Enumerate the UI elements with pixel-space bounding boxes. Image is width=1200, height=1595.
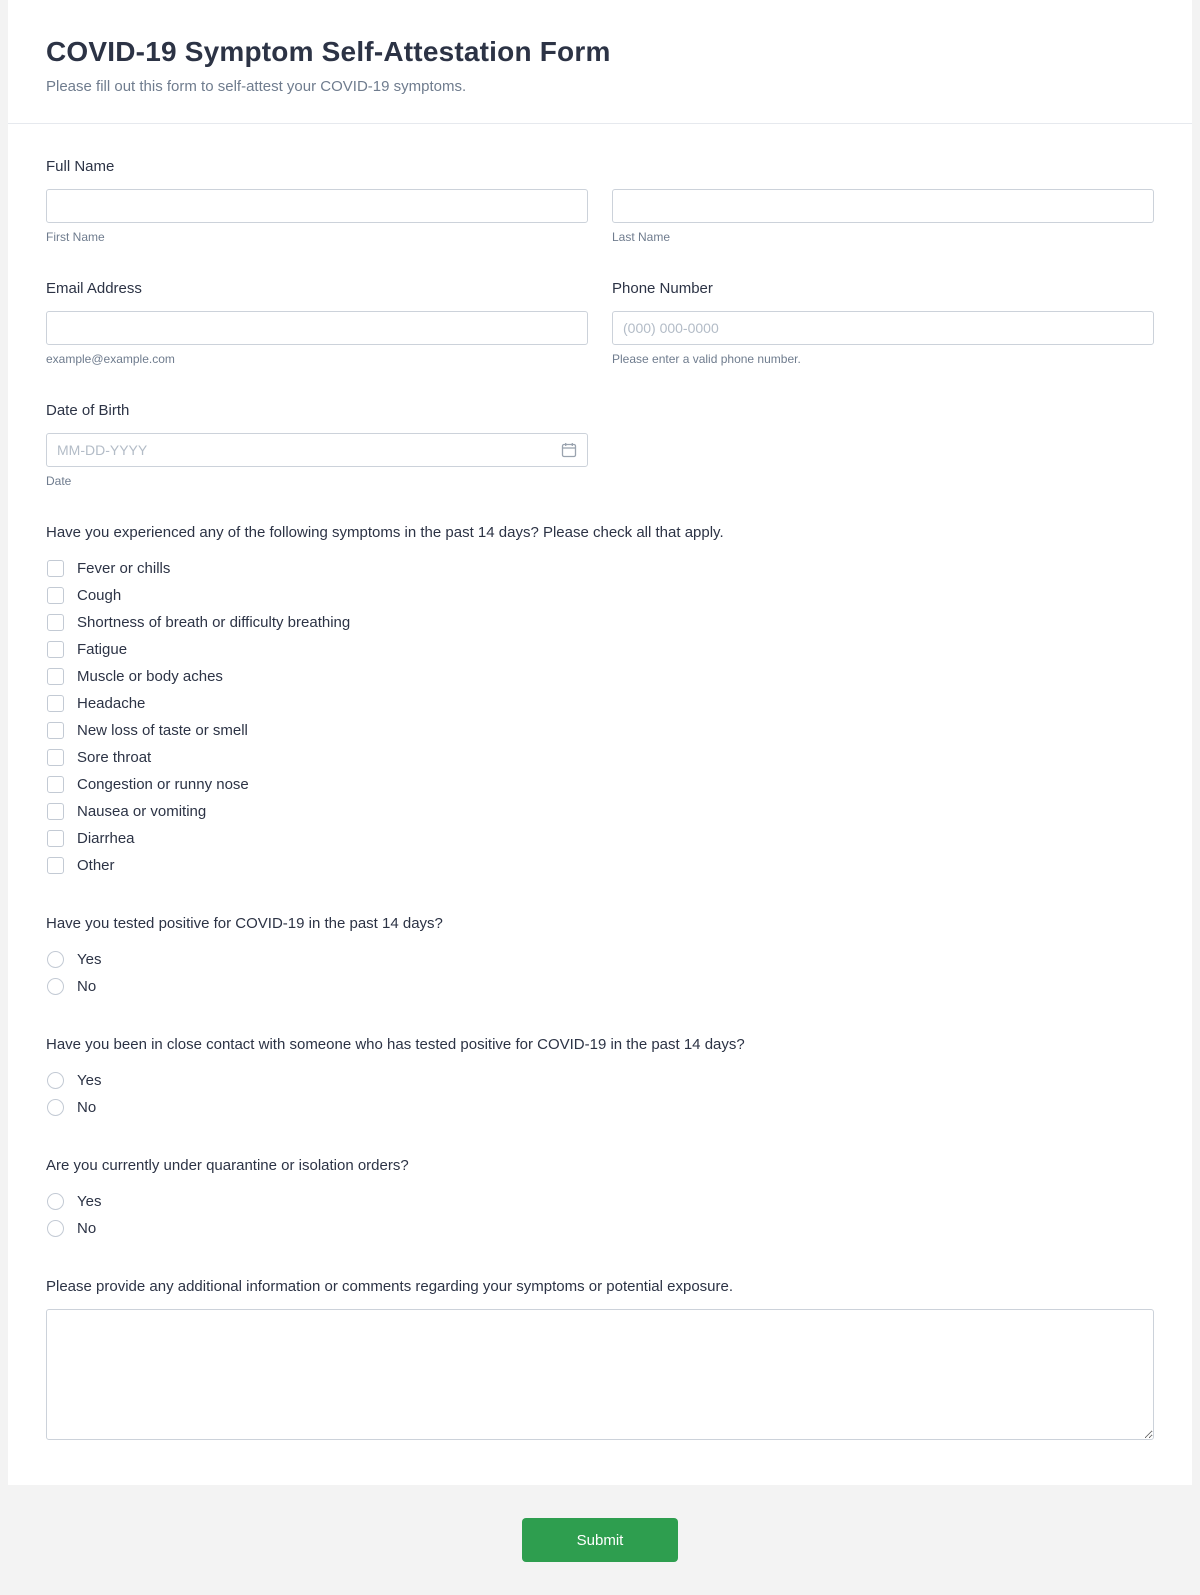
checkbox-label: Fatigue	[77, 641, 128, 658]
checkbox-option-nausea[interactable]	[46, 798, 1154, 825]
email-field	[46, 280, 588, 366]
checkbox-label: Diarrhea	[77, 830, 135, 847]
comments-label: Please provide any additional information or comments regarding your symptoms or potential exposure.	[46, 1278, 734, 1295]
radio-label: No	[77, 978, 97, 995]
tested-positive-options	[46, 946, 1154, 1000]
radio-label: Yes	[77, 1072, 102, 1089]
symptoms-options	[46, 555, 1154, 879]
radio-option-tested-positive-yes[interactable]	[46, 946, 1154, 973]
email-input[interactable]	[46, 311, 588, 345]
form-header	[8, 0, 1192, 124]
phone-input[interactable]	[612, 311, 1154, 345]
radio-close-contact-no[interactable]	[47, 1099, 64, 1116]
checkbox-congestion[interactable]	[47, 776, 64, 793]
form-card	[8, 0, 1192, 1485]
checkbox-option-fatigue[interactable]	[46, 636, 1154, 663]
close-contact-options	[46, 1067, 1154, 1121]
checkbox-sore-throat[interactable]	[47, 749, 64, 766]
radio-option-tested-positive-no[interactable]	[46, 973, 1154, 1000]
tested-positive-label: Have you tested positive for COVID-19 in the past 14 days?	[46, 915, 443, 932]
radio-label: No	[77, 1220, 97, 1237]
checkbox-fever-or-chills[interactable]	[47, 560, 64, 577]
dob-label: Date of Birth	[46, 402, 130, 419]
phone-field	[612, 280, 1154, 366]
full-name-field	[46, 158, 1154, 244]
checkbox-headache[interactable]	[47, 695, 64, 712]
radio-option-quarantine-yes[interactable]	[46, 1188, 1154, 1215]
phone-label: Phone Number	[612, 280, 713, 297]
checkbox-option-shortness-of-breath[interactable]	[46, 609, 1154, 636]
submit-button[interactable]: Submit	[522, 1518, 678, 1562]
radio-quarantine-no[interactable]	[47, 1220, 64, 1237]
email-label: Email Address	[46, 280, 142, 297]
checkbox-label: Fever or chills	[77, 560, 171, 577]
checkbox-option-headache[interactable]	[46, 690, 1154, 717]
quarantine-field	[46, 1157, 1154, 1242]
checkbox-fatigue[interactable]	[47, 641, 64, 658]
checkbox-option-congestion[interactable]	[46, 771, 1154, 798]
checkbox-nausea[interactable]	[47, 803, 64, 820]
checkbox-label: Headache	[77, 695, 146, 712]
radio-quarantine-yes[interactable]	[47, 1193, 64, 1210]
checkbox-option-muscle-aches[interactable]	[46, 663, 1154, 690]
radio-close-contact-yes[interactable]	[47, 1072, 64, 1089]
checkbox-label: Nausea or vomiting	[77, 803, 207, 820]
quarantine-options	[46, 1188, 1154, 1242]
radio-option-close-contact-no[interactable]	[46, 1094, 1154, 1121]
checkbox-loss-taste-smell[interactable]	[47, 722, 64, 739]
dob-input[interactable]	[46, 433, 588, 467]
checkbox-diarrhea[interactable]	[47, 830, 64, 847]
radio-label: Yes	[77, 1193, 102, 1210]
dob-sublabel: Date	[46, 474, 72, 488]
checkbox-option-loss-taste-smell[interactable]	[46, 717, 1154, 744]
comments-field	[46, 1278, 1154, 1445]
first-name-input[interactable]	[46, 189, 588, 223]
email-sublabel: example@example.com	[46, 352, 175, 366]
checkbox-option-other[interactable]	[46, 852, 1154, 879]
checkbox-option-cough[interactable]	[46, 582, 1154, 609]
page-subtitle: Please fill out this form to self-attest your COVID-19 symptoms.	[46, 78, 467, 95]
radio-label: Yes	[77, 951, 102, 968]
last-name-sublabel: Last Name	[612, 230, 671, 244]
first-name-sublabel: First Name	[46, 230, 105, 244]
checkbox-option-diarrhea[interactable]	[46, 825, 1154, 852]
checkbox-label: New loss of taste or smell	[77, 722, 248, 739]
close-contact-label: Have you been in close contact with someone who has tested positive for COVID-19 in the past 14 days?	[46, 1036, 745, 1053]
radio-option-close-contact-yes[interactable]	[46, 1067, 1154, 1094]
email-phone-row	[46, 280, 1154, 366]
checkbox-option-fever-or-chills[interactable]	[46, 555, 1154, 582]
checkbox-label: Muscle or body aches	[77, 668, 223, 685]
radio-label: No	[77, 1099, 97, 1116]
checkbox-label: Sore throat	[77, 749, 152, 766]
last-name-input[interactable]	[612, 189, 1154, 223]
dob-field	[46, 402, 1154, 488]
checkbox-other[interactable]	[47, 857, 64, 874]
quarantine-label: Are you currently under quarantine or isolation orders?	[46, 1157, 409, 1174]
checkbox-cough[interactable]	[47, 587, 64, 604]
phone-sublabel: Please enter a valid phone number.	[612, 352, 801, 366]
radio-option-quarantine-no[interactable]	[46, 1215, 1154, 1242]
checkbox-label: Cough	[77, 587, 122, 604]
tested-positive-field	[46, 915, 1154, 1000]
page-title: COVID-19 Symptom Self-Attestation Form	[46, 36, 611, 67]
radio-tested-positive-no[interactable]	[47, 978, 64, 995]
checkbox-label: Congestion or runny nose	[77, 776, 249, 793]
comments-textarea[interactable]	[46, 1309, 1154, 1440]
symptoms-field	[46, 524, 1154, 879]
checkbox-label: Shortness of breath or difficulty breathing	[77, 614, 351, 631]
form-body	[8, 124, 1192, 1485]
close-contact-field	[46, 1036, 1154, 1121]
checkbox-shortness-of-breath[interactable]	[47, 614, 64, 631]
checkbox-muscle-aches[interactable]	[47, 668, 64, 685]
form-footer	[0, 1485, 1200, 1595]
radio-tested-positive-yes[interactable]	[47, 951, 64, 968]
full-name-label: Full Name	[46, 158, 115, 175]
symptoms-label: Have you experienced any of the following symptoms in the past 14 days? Please check all that apply.	[46, 524, 724, 541]
checkbox-label: Other	[77, 857, 115, 874]
checkbox-option-sore-throat[interactable]	[46, 744, 1154, 771]
